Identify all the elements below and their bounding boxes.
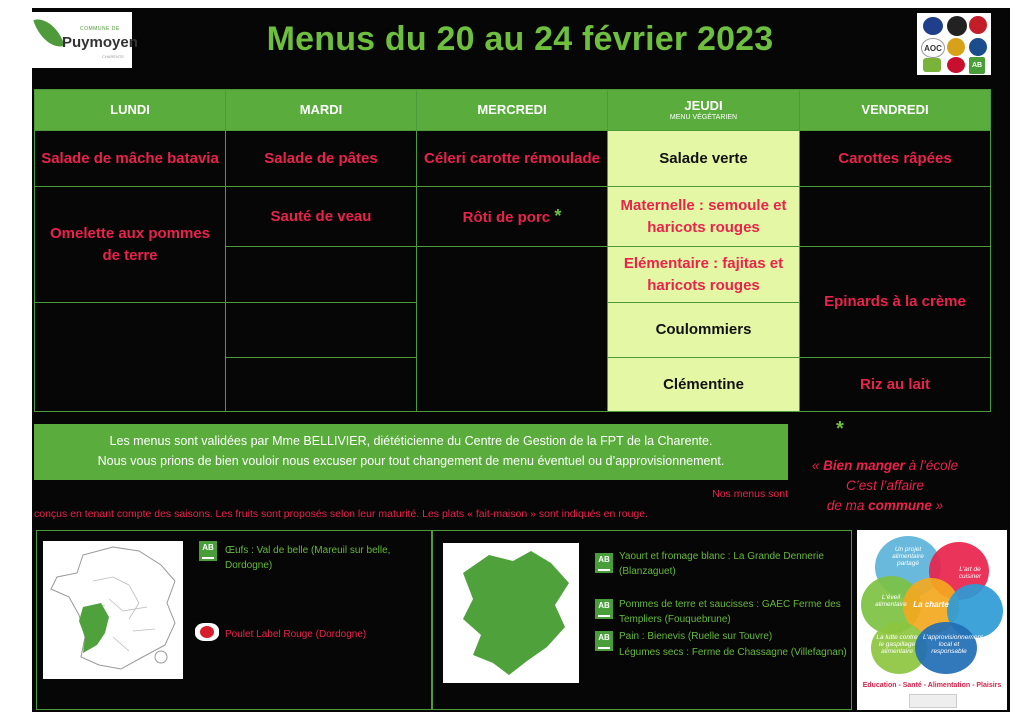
medal-icon [947,38,965,56]
commune-logo [30,12,138,68]
menu-cell: Elémentaire : fajitas et haricots rouges [608,247,800,303]
badge-red-icon [969,16,987,34]
ab-logo-icon: AB [595,599,613,619]
menu-cell [226,247,417,303]
bubble-text: L'art de cuisiner [958,566,982,580]
menu-cell: Sauté de veau [226,187,417,247]
note-text: conçus en tenant compte des saisons. Les fruits sont proposés selon leur maturité. Les plats « fait-maison » sont indiqués en rouge. [34,508,649,520]
supplier-text: Pommes de terre et saucisses : GAEC Ferme des Templiers (Fouquebrune) [619,599,841,625]
label-rouge-icon [195,623,219,641]
menu-cell: Clémentine [608,358,800,412]
fait-maison-star: * [836,418,844,440]
menu-cell: Salade verte [608,131,800,187]
menu-cell: Carottes râpées [800,131,991,187]
badge-icon [947,16,967,36]
ab-logo-icon: AB [199,541,217,561]
supplier-text: Poulet Label Rouge (Dordogne) [225,629,367,640]
ab-logo-icon: AB [595,631,613,651]
info-line: Nous vous prions de bien vouloir nous excuser pour tout changement de menu éventuel ou d’approvisionnement. [97,454,725,468]
menu-cell: Epinards à la crème [800,247,991,358]
suppliers-panel-right [432,530,852,710]
table-row [35,187,991,247]
suppliers-panel-left [36,530,432,710]
dish-text: Rôti de porc [462,209,551,227]
charte-graphic [857,530,1007,710]
supplier-text: Œufs : Val de belle (Mareuil sur belle, Dordogne) [225,545,391,571]
day-header: MERCREDI [417,90,608,131]
ab-logo-icon: AB [969,57,985,74]
supplier-text: Pain : Bienevis (Ruelle sur Touvre) [619,631,773,642]
menu-cell: Céleri carotte rémoulade [417,131,608,187]
menu-cell: Coulommiers [608,303,800,358]
bubble-text: L'approvisionnement local et responsable [923,634,983,655]
table-row [35,131,991,187]
flag-icon [923,17,943,35]
charte-footer: Education - Santé - Alimentation - Plaisirs [862,682,1002,689]
logo-region: CHARENTE [102,54,125,59]
supplier-text: Légumes secs : Ferme de Chassagne (Villefagnan) [619,647,847,658]
menu-cell: Maternelle : semoule et haricots rouges [608,187,800,247]
bubble-text: La lutte contre le gaspillage alimentaire [876,634,918,655]
day-header: JEUDI MENU VÉGÉTARIEN [608,90,800,131]
bubble-text: La charte [913,600,949,609]
menu-cell [800,187,991,247]
menu-cell [226,303,417,358]
aoc-label-icon: AOC [921,38,945,58]
info-line: Les menus sont validées par Mme BELLIVIER, diététicienne du Centre de Gestion de la FPT de la Charente. [109,434,713,448]
logo-commune-text: COMMUNE DE [80,26,120,32]
slogan: « Bien manger à l’école C’est l’affaire de ma commune » [811,458,959,513]
menu-cell [417,187,608,247]
day-header: LUNDI [35,90,226,131]
validation-info [34,424,788,480]
day-header: MARDI [226,90,417,131]
eu-bio-icon [923,58,941,72]
label-rouge-icon [947,57,965,73]
day-header-row [35,90,991,131]
menu-cell: Salade de pâtes [226,131,417,187]
note-text: Nos menus sont [712,488,788,500]
menu-table [34,89,991,412]
logo-name: Puymoyen [62,34,138,51]
menu-cell: Riz au lait [800,358,991,412]
page-title: Menus du 20 au 24 février 2023 [266,20,774,58]
bubble-text: L'éveil alimentaire [875,594,907,608]
france-map [43,541,183,679]
charente-map [443,543,579,683]
ab-logo-icon: AB [595,553,613,573]
day-header: VENDREDI [800,90,991,131]
menu-cell [226,358,417,412]
menu-cell [35,303,226,412]
medal-blue-icon [969,38,987,56]
quality-labels [917,13,991,75]
bubble-text: Un projet alimentaire partagé [892,546,924,567]
fait-maison-star: * [554,206,562,227]
partner-logos [909,694,957,708]
leaf-icon [33,13,64,52]
menu-cell: Omelette aux pommes de terre [35,187,226,303]
menu-cell [417,247,608,412]
menu-cell: Salade de mâche batavia [35,131,226,187]
supplier-text: Yaourt et fromage blanc : La Grande Dennerie (Blanzaguet) [619,551,824,577]
